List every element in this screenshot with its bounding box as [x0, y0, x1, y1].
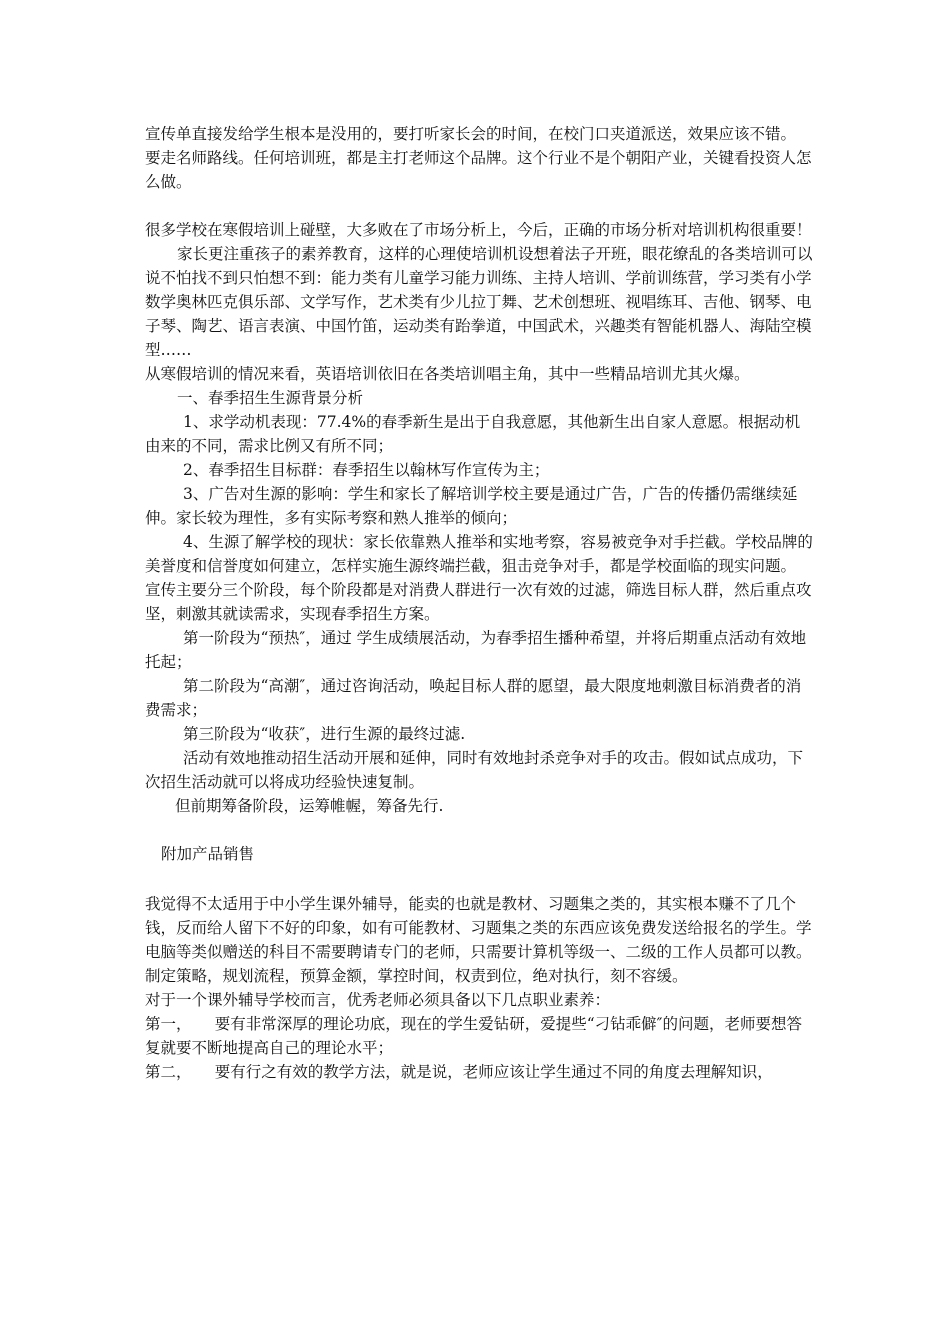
paragraph-english-training: 从寒假培训的情况来看，英语培训依旧在各类培训唱主角，其中一些精品培训尤其火爆。	[145, 365, 750, 383]
spacer	[145, 818, 815, 842]
section-heading-spring-recruitment: 一、春季招生生源背景分析	[177, 389, 364, 407]
spacer	[145, 866, 815, 892]
list-item-advertising: 3、广告对生源的影响：学生和家长了解培训学校主要是通过广告，广告的传播仍需继续延伸。家长较为理性，多有实际考察和熟人推举的倾向；	[145, 485, 798, 527]
list-item-target-group: 2、春季招生目标群：春季招生以翰林写作宣传为主；	[183, 461, 550, 479]
paragraph-teacher-qualities: 对于一个课外辅导学校而言，优秀老师必须具备以下几点职业素养：	[145, 991, 611, 1009]
spacer	[145, 194, 815, 218]
paragraph-strategy: 制定策略，规划流程，预算金额，掌控时间，权责到位，绝对执行，刻不容缓。	[145, 967, 688, 985]
paragraph-famous-teacher: 要走名师路线。任何培训班，都是主打老师这个品牌。这个行业不是个朝阳产业，关键看投资人怎么做。	[145, 149, 812, 191]
paragraph-stage-one: 第一阶段为“预热″，通过 学生成绩展活动，为春季招生播种希望，并将后期重点活动有效地托起；	[145, 629, 807, 671]
list-item-school-status: 4、生源了解学校的现状：家长依靠熟人推举和实地考察，容易被竞争对手拦截。学校品牌的美誉度和信誉度如何建立，怎样实施生源终端拦截，狙击竞争对手，都是学校面临的现实问题。	[145, 533, 813, 575]
section-heading-additional-products: 附加产品销售	[161, 845, 255, 863]
paragraph-stage-three: 第三阶段为“收获″，进行生源的最终过滤.	[183, 725, 466, 743]
paragraph-preparation: 但前期筹备阶段，运筹帷幄，筹备先行.	[175, 797, 444, 815]
paragraph-parent-focus: 家长更注重孩子的素养教育，这样的心理使培训机设想着法子开班，眼花缭乱的各类培训可以说不怕找不到只怕想不到：能力类有儿童学习能力训练、主持人培训、学前训练营，学习类有小学数学奥林匹克俱乐部、文学写作，艺术类有少儿拉丁舞、艺术创想班、视唱练耳、吉他、钢琴、电子琴、陶艺、语言表演、中国竹笛，运动类有跆拳道，中国武术，兴趣类有智能机器人、海陆空模型……	[145, 245, 813, 359]
paragraph-product-sales: 我觉得不太适用于中小学生课外辅导，能卖的也就是教材、习题集之类的，其实根本赚不了几个钱，反而给人留下不好的印象，如有可能教材、习题集之类的东西应该免费发送给报名的学生。学电脑等类似赠送的科目不需要聘请专门的老师，只需要计算机等级一、二级的工作人员都可以教。	[145, 895, 812, 961]
paragraph-second-quality: 第二， 要有行之有效的教学方法，就是说，老师应该让学生通过不同的角度去理解知识，	[145, 1063, 773, 1081]
document-body	[145, 122, 815, 1084]
paragraph-stage-two: 第二阶段为“高潮″，通过咨询活动，唤起目标人群的愿望，最大限度地刺激目标消费者的消费需求；	[145, 677, 802, 719]
paragraph-three-stages: 宣传主要分三个阶段，每个阶段都是对消费人群进行一次有效的过滤，筛选目标人群，然后重点攻坚，刺激其就读需求，实现春季招生方案。	[145, 581, 812, 623]
paragraph-activity-effect: 活动有效地推动招生活动开展和延伸，同时有效地封杀竞争对手的攻击。假如试点成功，下次招生活动就可以将成功经验快速复制。	[145, 749, 804, 791]
paragraph-flyer: 宣传单直接发给学生根本是没用的，要打听家长会的时间，在校门口夹道派送，效果应该不错。	[145, 125, 797, 143]
list-item-motivation: 1、求学动机表现：77.4%的春季新生是出于自我意愿，其他新生出自家人意愿。根据动机由来的不同，需求比例又有所不同；	[145, 413, 801, 455]
paragraph-market-analysis: 很多学校在寒假培训上碰壁，大多败在了市场分析上，今后，正确的市场分析对培训机构很重要！	[145, 221, 812, 239]
paragraph-first-quality: 第一， 要有非常深厚的理论功底，现在的学生爱钻研，爱提些“刁钻乖僻″的问题，老师要想答复就要不断地提高自己的理论水平；	[145, 1015, 802, 1057]
